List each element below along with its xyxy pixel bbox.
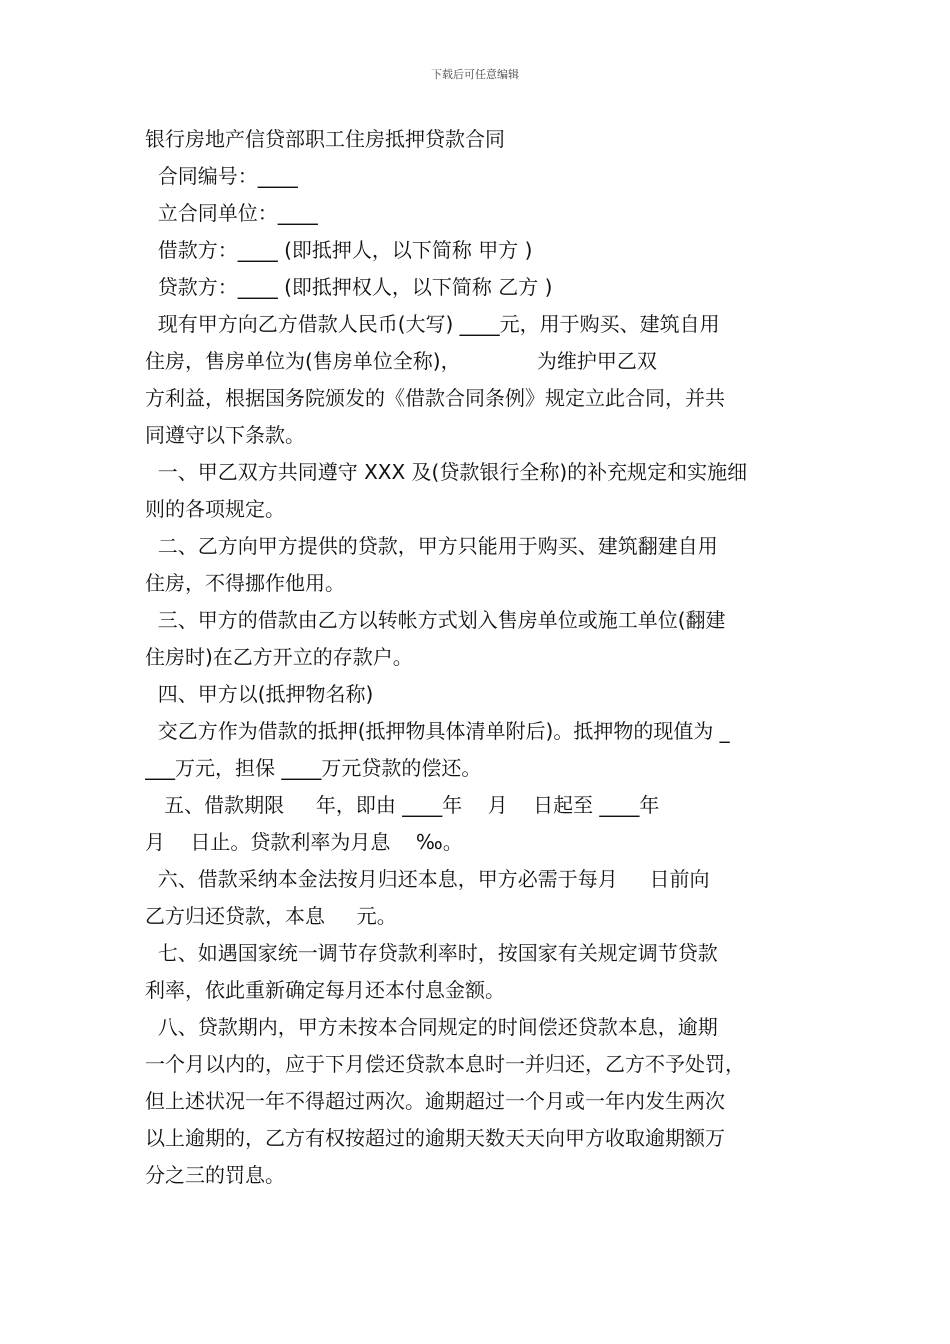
clause-4-line: 交乙方作为借款的抵押(抵押物具体清单附后)。抵押物的现值为 _ xyxy=(145,719,730,743)
paragraph-line: 现有甲方向乙方借款人民币(大写) ____元，用于购买、建筑自用 xyxy=(145,312,720,336)
page-header-note: 下载后可任意编辑 xyxy=(431,68,519,81)
clause-8-line: 但上述状况一年不得超过两次。逾期超过一个月或一年内发生两次 xyxy=(145,1089,725,1113)
clause-7-line: 利率，依此重新确定每月还本付息金额。 xyxy=(145,978,505,1002)
clause-8-line: 以上逾期的，乙方有权按超过的逾期天数天天向甲方收取逾期额万 xyxy=(145,1126,725,1150)
clause-2-line: 住房，不得挪作他用。 xyxy=(145,571,345,595)
paragraph-line: 方利益，根据国务院颁发的《借款合同条例》规定立此合同，并共 xyxy=(145,386,725,410)
contract-number-line: 合同编号：____ xyxy=(145,164,298,188)
clause-3-line: 三、甲方的借款由乙方以转帐方式划入售房单位或施工单位(翻建 xyxy=(145,608,726,632)
clause-8-line: 一个月以内的，应于下月偿还贷款本息时一并归还，乙方不予处罚， xyxy=(145,1052,745,1076)
clause-6-line: 乙方归还贷款，本息 元。 xyxy=(145,904,397,928)
borrower-line: 借款方：____ (即抵押人，以下简称 甲方 ) xyxy=(145,238,533,262)
clause-4-line: ___万元，担保 ____万元贷款的偿还。 xyxy=(145,756,482,780)
clause-5-line: 月 日止。贷款利率为月息 ‰。 xyxy=(145,830,463,854)
paragraph-line: 同遵守以下条款。 xyxy=(145,423,305,447)
clause-3-line: 住房时)在乙方开立的存款户。 xyxy=(145,645,413,669)
clause-5-line: 五、借款期限 年，即由 ____年 月 日起至 ____年 xyxy=(145,793,660,817)
clause-8-line: 分之三的罚息。 xyxy=(145,1163,285,1187)
clause-6-line: 六、借款采纳本金法按月归还本息，甲方必需于每月 日前向 xyxy=(145,867,710,891)
clause-1-line: 则的各项规定。 xyxy=(145,497,285,521)
paragraph-line: 住房，售房单位为(售房单位全称)， 为维护甲乙双 xyxy=(145,349,657,373)
clause-4-line: 四、甲方以(抵押物名称) xyxy=(145,682,374,706)
clause-7-line: 七、如遇国家统一调节存贷款利率时，按国家有关规定调节贷款 xyxy=(145,941,718,965)
lender-line: 贷款方：____ (即抵押权人，以下简称 乙方 ) xyxy=(145,275,553,299)
clause-2-line: 二、乙方向甲方提供的贷款，甲方只能用于购买、建筑翻建自用 xyxy=(145,534,718,558)
document-title: 银行房地产信贷部职工住房抵押贷款合同 xyxy=(145,127,505,151)
contract-body xyxy=(145,121,810,1194)
contracting-unit-line: 立合同单位：____ xyxy=(145,201,318,225)
clause-8-line: 八、贷款期内，甲方未按本合同规定的时间偿还贷款本息，逾期 xyxy=(145,1015,718,1039)
clause-1-line: 一、甲乙双方共同遵守 XXX 及(贷款银行全称)的补充规定和实施细 xyxy=(145,460,748,484)
